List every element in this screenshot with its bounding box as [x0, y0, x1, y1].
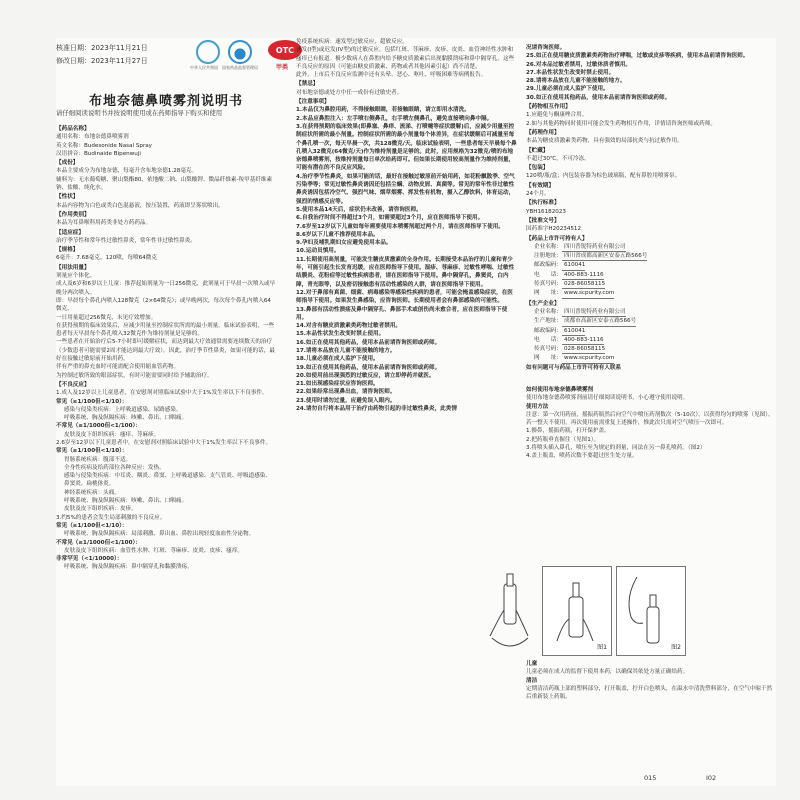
info-row: [526, 261, 774, 270]
text-line: 7.6岁至12岁以下儿童如每年需要使用本喷雾剂超过两个月，请在医师指导下使用。: [296, 223, 504, 230]
nmpa-emblem-icon: [196, 40, 220, 64]
text-line: 11.长期使用高剂量，可能发生糖皮质激素的全身作用。长期接受本品治疗的儿童和青少年，可能引起生长发育迟缓，应在医师指导下使用。湿疹、荨麻疹、过敏性哮喘、过敏性结膜炎、花粉症等过敏性疾病患者，请在医师指导下使用。鼻中隔穿孔，鼻窦炎，白内障，青光眼等，以及密切接触患有活动性感染的人群，请在医师指导下使用。: [296, 256, 515, 288]
text-line: 4.治疗季节性鼻炎，如果可能的话，最好在接触过敏原前开始用药，如花粉飘散季、空气污染季等；常见过敏性鼻炎诱因还包括尘螨、动物皮屑、真菌等。常见的常年性非过敏性鼻炎诱因包括冷空气、强烈气味、烟草烟雾、挥发性有机物，摄入乙醇饮料，体育运动，强烈的情感反应等。: [296, 173, 515, 205]
leaflet-sheet: [56, 38, 776, 786]
otc-class: 甲类: [276, 64, 289, 71]
text-line: 速发(I型)或迟发(IV型)的过敏反应，包括红斑、荨麻疹、皮疹、皮炎、血管神经性水肿和瘙痒已有报道。极少数病人在鼻腔内给予糖皮质激素后出现黏膜溃疡和鼻中隔穿孔。这些不良反应的原因（可能由糖皮质激素、药物或者其他因素引起）尚不清楚。: [296, 47, 515, 70]
usage-steps: [526, 411, 774, 461]
text-line: 本品为糖皮质激素类药物，具有强效的局部抗炎与抗过敏作用。: [526, 138, 683, 145]
section-heading: 【不良反应】: [56, 381, 90, 388]
text-line: 本品内容物为白色或类白色混悬液，按压装置，药液即呈雾状喷出。: [56, 202, 224, 209]
section-heading: 【包装】: [526, 165, 549, 172]
section-heading: 【性状】: [56, 194, 79, 201]
text-line: 本品主要成分为布地奈德，每毫升含布地奈德1.28毫克。: [56, 168, 198, 175]
info-row: [526, 271, 774, 280]
text-line: 1.本品仅为鼻腔用药，不得接触眼睛，若接触眼睛，请立即用水清洗。: [296, 107, 470, 114]
info-key: 注册地址：: [534, 253, 562, 260]
text-line: 皮肤及皮下组织疾病：血管性水肿、红斑、荨麻疹、皮炎、皮疹、瘙痒。: [64, 547, 244, 554]
section-heading: 【执行标准】: [526, 200, 560, 207]
info-value: www.scpurity.com: [562, 289, 614, 298]
text-line: 常见（≥1/100但<1/10）：: [56, 398, 128, 405]
text-line: 呼吸系统、胸及纵隔疾病：鼻中隔穿孔和黏膜溃疡。: [64, 564, 193, 571]
text-line: 8.6岁以下儿童不推荐使用本品。: [296, 231, 379, 238]
section-heading: 【药物相互作用】: [526, 104, 571, 111]
info-value: 400-883-1116: [562, 336, 604, 345]
print-code-left: 015: [644, 774, 657, 782]
text-line: 汉语拼音：Budinaide Bipenwuji: [56, 150, 141, 157]
usage-step: 3.将喷头插入鼻孔，喷压至为规定的剂量，同法在另一鼻孔喷药。（图2）: [526, 445, 706, 452]
info-value: 028-86058115: [562, 345, 605, 354]
info-value: 成都市高新区安泰五路566号: [562, 317, 636, 326]
info-value: 610041: [562, 261, 585, 270]
text-line: 即：早晨每个鼻孔内喷入128微克（2×64微克）；或早晚两次，每次每个鼻孔内喷入64微克。: [56, 297, 271, 313]
section-heading: 【禁忌】: [296, 81, 319, 88]
logo-caption-1: 中华人民共和国: [190, 65, 218, 70]
text-line: 全身性疾病及给药部位各种反应：发热。: [64, 464, 165, 471]
section-heading: 【批准文号】: [526, 217, 560, 224]
revision-date: 修改日期：2023年11月27日: [56, 57, 148, 65]
child-heading: 儿童: [526, 661, 538, 667]
date-block: [56, 42, 148, 68]
text-line: 对布地奈德或处方中任一成份有过敏史者。: [296, 89, 403, 96]
info-row: [526, 345, 774, 354]
text-line: 为控制过敏所致的眼部症状，有时可能需要同时给予辅助治疗。: [56, 372, 213, 379]
text-line: 29.儿童必须在成人监护下使用。: [526, 86, 609, 93]
info-row: [526, 308, 774, 317]
usage-heading: 使用方法: [526, 403, 549, 410]
info-row: [526, 336, 774, 345]
logo-caption-2: 国家药品监督管理局: [222, 65, 258, 70]
document-subtitle: 请仔细阅读说明书并按说明使用或在药师指导下购买和使用: [56, 109, 223, 117]
text-line: 18.儿童必须在成人监护下使用。: [296, 356, 379, 363]
info-value: 610041: [562, 327, 585, 336]
figure-2: [616, 566, 686, 656]
text-line: 9.孕妇及哺乳期妇女应避免使用本品。: [296, 240, 392, 247]
text-line: 剂量应个体化。: [56, 273, 96, 280]
text-line: 国药准字H20234512: [526, 226, 582, 233]
text-line: 27.本品性状发生改变时禁止使用。: [526, 69, 615, 76]
info-key: 网 址：: [534, 355, 562, 362]
text-line: 3.在获得预期的临床效果(即鼻塞、鼻痒、流涕、打喷嚏等症状缓解)后，应减少用量至控制症状所需的最小剂量。控制症状所需的最小剂量每个体差异，在症状缓解后可减量至每个鼻孔喷一次，每天早晨一次，共128微克/天。临床试验表明，一些患者每天早晨每个鼻孔喷入32微克(64微克/天)作为维持剂量是足够的。此时，应用规格为32微克/喷的布地奈德鼻喷雾剂，按维持剂量每日单次给药即可。但如果长期使用较高剂量作为维持剂量，可能有潜在的不良反应风险。: [296, 123, 517, 172]
text-line: 30.如正在使用其他药品，使用本品前请咨询医师或药师。: [526, 94, 671, 101]
section-heading: 【用法用量】: [56, 264, 90, 271]
logo-group: [190, 38, 306, 74]
info-value: 四川普锐特药业有限公司: [562, 308, 626, 317]
text-line: 10.运动员慎用。: [296, 248, 340, 255]
info-value: 028-86058115: [562, 280, 605, 289]
info-key: 企业名称：: [534, 243, 562, 250]
text-line: 通用名称：布地奈德鼻喷雾剂: [56, 134, 129, 141]
info-key: 传真号码：: [534, 281, 562, 288]
text-line: 常见（≥1/100但<1/10）：: [56, 448, 128, 455]
section-heading: 【规格】: [56, 247, 79, 254]
section-heading: 【药品名称】: [56, 126, 90, 132]
text-line: 25.如正在使用糖皮质激素类药物治疗哮喘，过敏或皮疹等疾病，使用本品前请咨询医师。: [526, 53, 749, 60]
text-line: 呼吸系统、胸及纵隔疾病：咳嗽、鼻出、口咽痛。: [64, 415, 188, 422]
hand-spray-illustration: [470, 566, 550, 656]
text-line: 15.本品性状发生改变时禁止使用。: [296, 331, 385, 338]
text-line: 28.请将本品放在儿童不能接触的地方。: [526, 78, 626, 85]
info-value: www.scpurity.com: [562, 354, 614, 363]
usage-step: 注意：第一次用药前，摇振药瓶然后向空气中喷压药剂数次（5-10次），以获得均匀的喷雾（见图）。若一整天不使用，再次使用前需重复上述操作，惟此次只需对空气喷压一次即可。: [526, 411, 774, 427]
section-heading: 【贮藏】: [526, 147, 549, 154]
section-heading: 【注意事项】: [296, 99, 330, 106]
usage-step: 4.盖上瓶盖，喷药次数不要超过医生处方量。: [526, 453, 638, 460]
figure-2-label: 图2: [671, 644, 681, 651]
usage-step: 2.把药瓶垂直握住（见图1）。: [526, 436, 600, 443]
section-heading: 【适应症】: [56, 229, 84, 236]
text-line: 成人及6岁和6岁以上儿童：推荐起始剂量为一日256微克，此剂量可于早晨一次喷入或早晚分两次喷入。: [56, 281, 276, 296]
info-row: [526, 317, 774, 326]
info-key: 生产地址：: [534, 318, 562, 325]
text-line: 常见（≥1/100但<1/10）：: [56, 522, 128, 529]
usage-step: 1.擤鼻，摇振药瓶，打开保护盖。: [526, 428, 610, 435]
text-line: 1.应避免与酮康唑合用。: [526, 112, 588, 119]
text-line: 19.如正在使用其他药品，使用本品前请咨询医师或药师。: [296, 364, 441, 371]
text-line: 感染与侵染类疾病：上呼吸道感染、尿路感染。: [64, 406, 182, 413]
info-row: [526, 280, 774, 289]
text-line: 2.6岁至12岁以下儿童患者中，在安慰剂对照临床试验中大于1%发生率以下不良事件。: [56, 439, 272, 446]
info-row: [526, 243, 774, 252]
text-line: 辅料为：无水葡萄糖、聚山梨酯80、依地酸二钠、山梨酸钾、微晶纤维素-羧甲基纤维素钠、盐酸、纯化水。: [56, 176, 273, 192]
clean-heading: 清洁: [526, 677, 538, 684]
info-value: 四川省成都高新区安泰五路566号: [562, 252, 647, 261]
column-2: [296, 38, 518, 413]
mfr-heading: 【生产企业】: [526, 300, 560, 307]
text-line: 24.请勿自行将本品用于治疗由药物引起的非过敏性鼻炎，此类情: [296, 406, 457, 413]
text-line: 况请咨询医师。: [526, 45, 566, 51]
info-row: [526, 354, 774, 363]
column-3: [526, 44, 774, 461]
manufacturer-fields: [526, 308, 774, 364]
section-heading: 【作用类别】: [56, 211, 90, 218]
text-line: 6.自我治疗时间不得超过3个月，如需要超过3个月，应在医师指导下使用。: [296, 215, 484, 222]
info-key: 邮政编码：: [534, 262, 562, 269]
text-line: 免疫系统疾病：速发型过敏反应，超敏反应。: [296, 39, 408, 45]
text-line: 不超过30℃，不可冷冻。: [526, 155, 590, 162]
text-line: 感染与侵染类疾病：中耳炎、咽炎、鼻窦、上呼吸道感染、支气管炎、呼吸道感染、鼻窦炎、扁桃体炎。: [64, 473, 271, 488]
column-1: [56, 124, 276, 572]
text-line: 5.使用本品14天后，症状仍未改善，请咨询医师。: [296, 206, 422, 213]
figure-1: [542, 566, 612, 656]
text-line: 英文名称：Budesonide Nasal Spray: [56, 142, 152, 149]
text-line: 21.如出现感染症状应咨询医师。: [296, 381, 379, 388]
text-line: 12.对于鼻部有真菌、细菌、病毒感染等感染性疾病的患者，可能会掩盖感染症状，在医师指导下使用。如果发生鼻感染，应咨询医师。长期使用者会有鼻部感染的可能性。: [296, 289, 513, 305]
info-key: 邮政编码：: [534, 327, 562, 334]
approval-date: 核准日期：2023年11月21日: [56, 44, 148, 52]
text-line: 13.鼻部有活动性溃疡及鼻中隔穿孔、鼻部手术或创伤尚未愈合者，应在医师指导下使用。: [296, 306, 508, 321]
text-line: 不常见（≥1/1000但<1/100）：: [56, 539, 141, 546]
text-line: 3.约5%的患者会发生局部刺激的不良反应。: [56, 514, 166, 521]
usage-figure: [470, 566, 714, 656]
text-line: 不常见（≥1/1000但<1/100）：: [56, 423, 141, 430]
info-key: 电 话：: [534, 336, 562, 343]
text-line: 皮肤及皮下组织疾病：皮疹。: [64, 506, 137, 513]
footer-note: 如有问题可与药品上市许可持有人联系: [526, 364, 622, 371]
holder-fields: [526, 243, 774, 299]
info-row: [526, 327, 774, 336]
section-heading: 【药理作用】: [526, 129, 560, 136]
info-row: [526, 252, 774, 261]
text-line: 本品为耳鼻喉科用药类非处方药药品。: [56, 220, 152, 227]
otc-badge: OTC: [268, 40, 302, 60]
text-line: 呼吸系统、胸及纵隔疾病：局部刺激、鼻出血、鼻腔出现轻度血血性分泌物。: [64, 531, 255, 538]
info-key: 传真号码：: [534, 346, 562, 353]
info-key: 企业名称：: [534, 308, 562, 315]
info-value: 四川普锐特药业有限公司: [562, 243, 626, 252]
text-line: 一日用量超过256微克，未见疗效增加。: [56, 314, 157, 321]
text-line: 26.对本品过敏者禁用，过敏体质者慎用。: [526, 61, 632, 68]
text-line: 6毫升：7.68毫克，120喷，每喷64微克: [56, 255, 157, 262]
text-line: 14.对含有糖皮质激素类药物过敏者禁用。: [296, 323, 402, 330]
info-row: [526, 289, 774, 298]
text-line: 2.本品应鼻腔注入：左手喷右侧鼻孔，右手喷左侧鼻孔，避免直接喷向鼻中隔。: [296, 115, 493, 122]
text-line: 神经系统疾病：头痛。: [64, 489, 120, 496]
text-line: 非常罕见（<1/10000）：: [56, 556, 123, 563]
text-line: 22.如果经常出现鼻出血，请咨询医师。: [296, 389, 396, 396]
section-heading: 【有效期】: [526, 182, 554, 189]
text-line: 1.成人及12岁以上儿童患者，在安慰剂对照临床试验中大于1%发生率以下不良事件。: [56, 390, 268, 397]
info-key: 网 址：: [534, 290, 562, 297]
regulator-logo-icon: [228, 40, 252, 64]
info-value: 400-883-1116: [562, 271, 604, 280]
section-heading: 【成份】: [56, 160, 79, 167]
text-line: YBH16182023: [526, 208, 566, 215]
text-line: 一些患者在开始治疗后5-7小时即可缓解症状，而达到最大疗效通常需要连续数天的治疗（少数患者可能需要2周才能达到最大疗效）。因此，治疗季节性鼻炎，如果可能的话，最好在接触过敏原前开始用药。: [56, 339, 275, 363]
text-line: 胃肠系统疾病：腹部不适。: [64, 456, 132, 463]
text-line: 24个月。: [526, 191, 550, 198]
document-title: 布地奈德鼻喷雾剂说明书: [88, 94, 243, 109]
print-code-right: I02: [706, 774, 717, 782]
figure-1-label: 图1: [597, 644, 607, 651]
text-line: 此外，上市后不良反应监测中还有头晕、恶心、呕吐、呼吸困难等病例报告。: [296, 72, 487, 79]
text-line: 17.请将本品放在儿童不能接触的地方。: [296, 347, 396, 354]
text-line: 120喷/瓶/盒；内包装容器为棕色玻璃瓶，配有鼻腔用喷雾泵。: [526, 173, 681, 180]
section-heading: 【药品上市许可持有人】: [526, 235, 588, 242]
usage-intro: 使用布地奈德鼻喷雾剂前请仔细阅读说明书，小心遵守使用说明。: [526, 395, 689, 402]
text-line: 20.如使用前出现强烈的过敏反应，请立即停药并就医。: [296, 372, 435, 379]
text-line: 伴有严重的鼻充血时可能需配合使用缩血管药物。: [56, 364, 180, 371]
text-line: 在获得预期的临床效果后，应减少用量至控制症状所需的最小剂量。临床试验表明，一些患者每天早晨每个鼻孔喷入32微克作为维持剂量是足够的。: [56, 322, 275, 338]
info-key: 电 话：: [534, 271, 562, 278]
text-line: 治疗季节性和常年性过敏性鼻炎，常年性非过敏性鼻炎。: [56, 237, 196, 244]
usage-title: 如何使用布地奈德鼻喷雾剂: [526, 386, 594, 393]
post-figure-text: [526, 660, 774, 701]
text-line: 16.如正在使用其他药品，使用本品前请咨询医师或药师。: [296, 339, 441, 346]
text-line: 皮肤及皮下组织疾病：瘙痒、荨麻疹。: [64, 431, 160, 438]
text-line: 呼吸系统、胸及纵隔疾病：咳嗽、鼻出、口咽痛。: [64, 498, 188, 505]
text-line: 2.如与其他药物同时使用可能会发生药物相互作用，详情请咨询医师或药师。: [526, 120, 716, 127]
text-line: 23.使用时请勿过量，应避免误入眼内。: [296, 397, 396, 404]
clean-text: 定期清洁药瓶上部的塑料部分，打开瓶盖，拧开白色喷头，在温水中清洗塑料部分，在空气中晾干然后重新装上药瓶。: [526, 685, 773, 701]
child-text: 儿童必须在成人的监督下使用本药，以确保其依处方量正确给药。: [526, 669, 689, 676]
